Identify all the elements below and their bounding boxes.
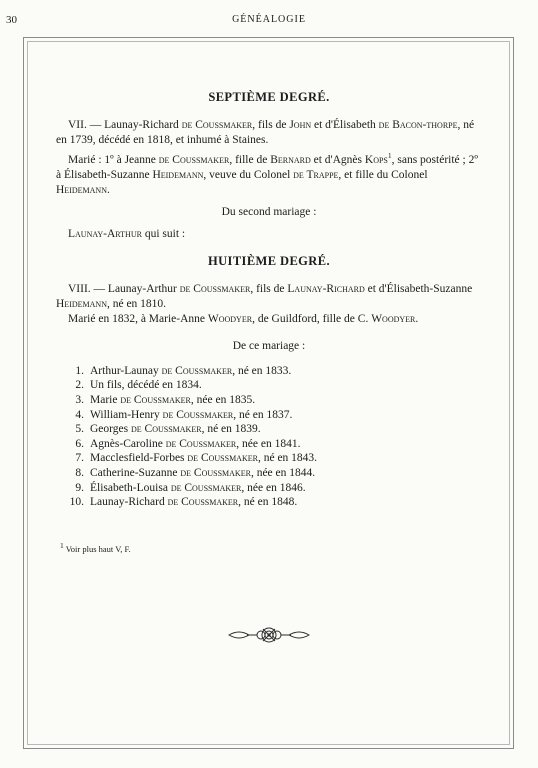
list-number: 7.: [75, 452, 84, 465]
subheading-second-mariage: Du second mariage :: [221, 205, 317, 218]
footnote-ref: 1: [387, 151, 392, 160]
list-item: [56, 466, 482, 481]
section-heading-septieme: SEPTIÈME DEGRÉ.: [208, 90, 330, 104]
surname: de Coussmaker: [179, 282, 251, 295]
page-content: [56, 90, 482, 557]
list-item: [56, 408, 482, 423]
surname: Woodyer: [207, 312, 253, 325]
entry-text: Arthur-Launay: [90, 364, 162, 377]
entry-text: Élisabeth-Louisa: [90, 481, 171, 494]
entry-text: , né en 1848.: [238, 496, 298, 509]
marriage-launay-richard: [56, 148, 482, 198]
surname: Woodyer: [371, 312, 416, 325]
list-number: 10.: [69, 496, 84, 509]
name-smallcaps: Launay-Arthur: [68, 227, 142, 240]
surname: de Coussmaker: [187, 452, 258, 465]
entry-text: , et fille du Colonel: [338, 168, 428, 181]
list-number: 5.: [75, 423, 84, 436]
surname: de Bacon-thorpe: [378, 119, 458, 131]
entry-text: , née en 1844.: [250, 466, 316, 479]
entry-text: Macclesfield-Forbes: [90, 452, 188, 465]
list-item: [56, 451, 482, 466]
celtic-knot-ornament-icon: [227, 626, 311, 644]
section-heading-huitieme: HUITIÈME DEGRÉ.: [208, 253, 330, 268]
entry-text: VII. — Launay-Richard: [68, 119, 182, 131]
list-number: 6.: [75, 437, 84, 450]
entry-text: , née en 1846.: [241, 481, 306, 494]
list-number: 9.: [75, 481, 84, 494]
marriage-launay-arthur: [56, 312, 482, 327]
list-item: [56, 422, 482, 437]
surname: Heidemann: [152, 168, 204, 181]
surname: Kops: [364, 153, 388, 166]
surname: Heidemann: [56, 297, 107, 310]
successor-line: [56, 227, 482, 242]
list-number: 4.: [75, 408, 84, 421]
surname: de Coussmaker: [167, 496, 239, 509]
entry-text: , sans postérité ; 2º à Élisabeth-Suzanne: [56, 153, 478, 181]
entry-text: VIII. — Launay-Arthur: [68, 282, 180, 295]
entry-text: .: [415, 312, 419, 325]
name-smallcaps: Bernard: [270, 153, 311, 166]
entry-text: Marie: [90, 394, 121, 407]
list-item: [56, 393, 482, 408]
surname: de Coussmaker: [120, 394, 191, 407]
entry-text: , née en 1841.: [236, 437, 301, 450]
surname: de Coussmaker: [181, 119, 253, 131]
entry-text: Marié : 1º à Jeanne: [68, 153, 159, 166]
list-item: [56, 437, 482, 452]
entry-launay-arthur: [56, 282, 482, 312]
entry-text: , né en 1810.: [106, 297, 167, 310]
name-smallcaps: Launay-Richard: [287, 282, 365, 295]
list-number: 8.: [75, 466, 84, 479]
name-smallcaps: John: [289, 119, 312, 131]
entry-launay-richard: [56, 118, 482, 148]
surname: de Coussmaker: [158, 153, 230, 166]
entry-text: Un fils, décédé en 1834.: [90, 379, 202, 392]
entry-text: Marié en 1832, à Marie-Anne: [68, 312, 208, 325]
list-number: 3.: [75, 394, 84, 407]
footnote-text: Voir plus haut V, F.: [65, 543, 131, 554]
entry-text: et d'Agnès: [310, 153, 365, 166]
subheading-ce-mariage: De ce mariage :: [232, 339, 306, 352]
surname: Heidemann: [56, 183, 107, 196]
list-item: [56, 495, 482, 510]
surname: de Coussmaker: [165, 437, 237, 450]
entry-text: , né en 1839.: [201, 423, 261, 436]
footnote: [56, 538, 482, 557]
entry-text: Launay-Richard: [90, 496, 168, 509]
running-title: GÉNÉALOGIE: [232, 14, 306, 25]
surname: de Coussmaker: [162, 408, 234, 421]
entry-text: Catherine-Suzanne: [90, 466, 181, 479]
entry-text: et d'Élisabeth-Suzanne: [364, 282, 473, 295]
page-number: 30: [6, 14, 17, 26]
children-list: [56, 364, 482, 510]
entry-text: , né en 1837.: [233, 408, 293, 421]
list-item: [56, 364, 482, 379]
entry-text: , née en 1835.: [190, 394, 256, 407]
entry-text: , de Guildford, fille de C.: [252, 312, 372, 325]
footnote-number: 1: [60, 540, 64, 550]
entry-text: , fils de: [252, 119, 290, 131]
list-item: [56, 378, 482, 393]
entry-text: , né en 1739, décédé en 1818, et inhumé à Staines.: [56, 119, 475, 146]
entry-text: , né en 1833.: [232, 364, 292, 377]
surname: de Coussmaker: [161, 364, 233, 377]
entry-text: et d'Élisabeth: [311, 119, 379, 131]
entry-text: , fille de: [229, 153, 271, 166]
list-item: [56, 481, 482, 496]
entry-text: , fils de: [250, 282, 288, 295]
list-number: 2.: [75, 379, 84, 392]
list-number: 1.: [75, 364, 84, 377]
entry-text: William-Henry: [90, 408, 163, 421]
entry-text: qui suit :: [141, 227, 186, 240]
surname: de Coussmaker: [131, 423, 202, 436]
entry-text: .: [106, 183, 110, 196]
surname: de Coussmaker: [180, 466, 251, 479]
entry-text: , né en 1843.: [257, 452, 318, 465]
entry-text: , veuve du Colonel: [203, 168, 294, 181]
surname: de Trappe: [293, 168, 339, 181]
surname: de Coussmaker: [170, 481, 242, 494]
entry-text: Georges: [90, 423, 131, 436]
entry-text: Agnès-Caroline: [90, 437, 166, 450]
